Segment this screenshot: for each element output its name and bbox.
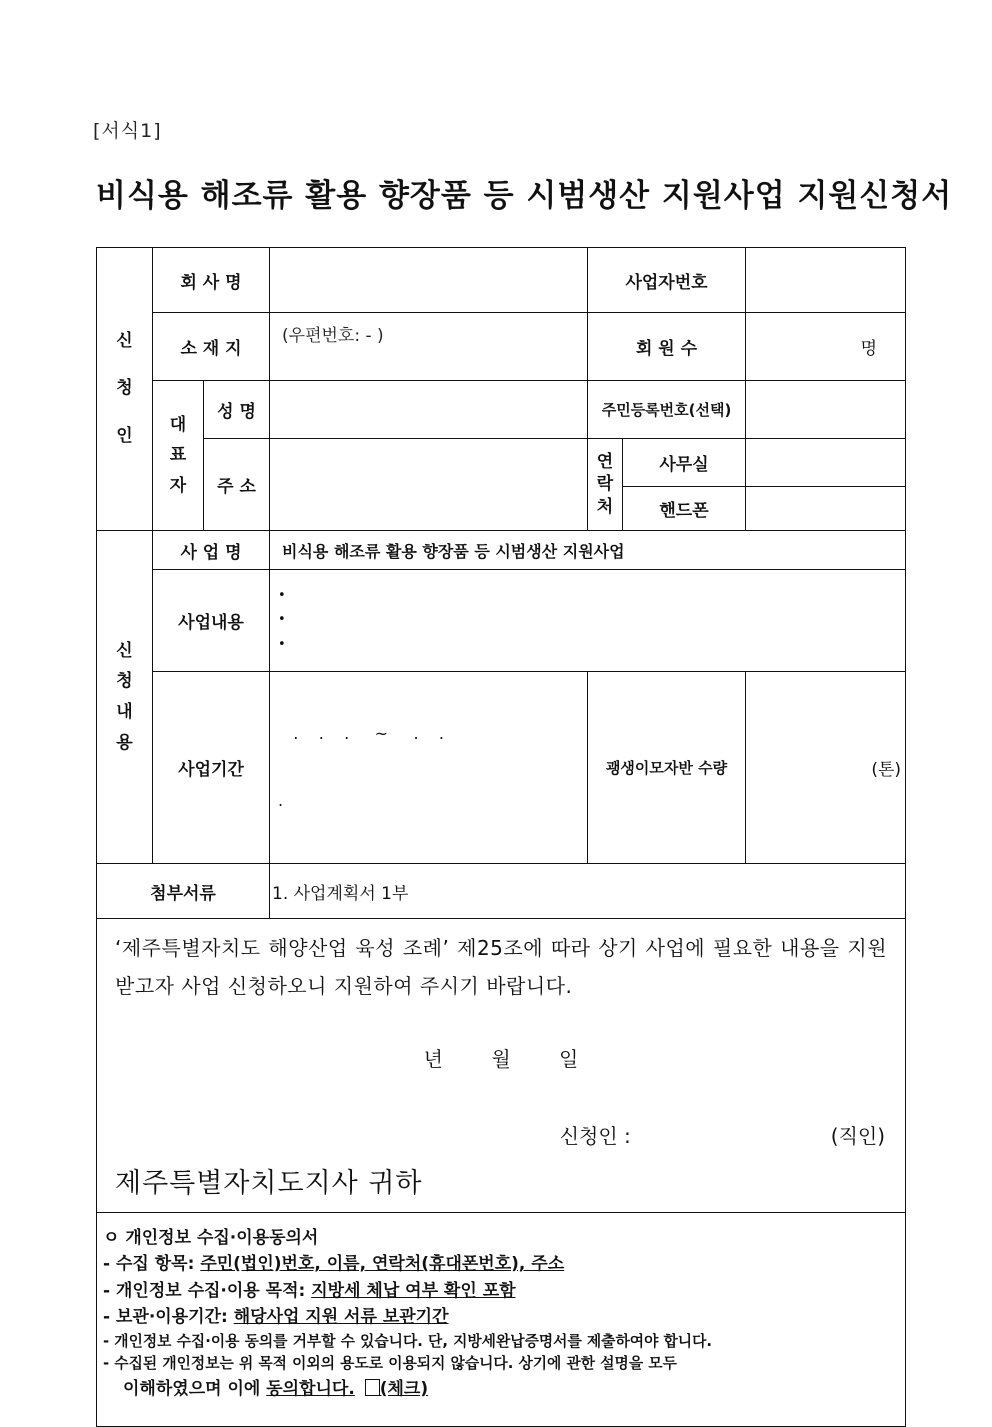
company-name-label: 회 사 명 <box>153 248 270 313</box>
postal-code-hint: (우편번호: - ) <box>282 326 384 346</box>
mobile-phone-label: 핸드폰 <box>623 487 746 531</box>
representative-name-field[interactable] <box>270 381 588 439</box>
representative-label: 대 표 자 <box>153 381 204 531</box>
addressee: 제주특별자치도지사 귀하 <box>115 1168 423 1200</box>
company-name-field[interactable] <box>270 248 588 313</box>
consent-check-label: (체크) <box>379 1379 429 1400</box>
privacy-consent-block <box>97 1213 906 1427</box>
consent-checkbox[interactable] <box>365 1379 380 1396</box>
project-name-label: 사 업 명 <box>153 531 270 570</box>
business-number-field[interactable] <box>746 248 906 313</box>
office-phone-label: 사무실 <box>623 439 746 487</box>
privacy-retention-row: - 보관·이용기간: 해당사업 지원 서류 보관기간 <box>103 1307 449 1328</box>
privacy-refusal-row: - 개인정보 수집·이용 동의를 거부할 수 있습니다. 단, 지방세완납증명서를 제출하여야 합니다. <box>103 1332 713 1350</box>
page-title: 비식용 해조류 활용 향장품 등 시범생산 지원사업 지원신청서 <box>96 178 953 214</box>
declaration-block <box>97 919 906 1213</box>
quantity-unit: (톤) <box>871 760 902 781</box>
privacy-agree-row: 이해하였으며 이에 동의합니다. (체크) <box>123 1379 429 1400</box>
project-period-field[interactable] <box>270 672 588 864</box>
member-count-label: 회 원 수 <box>588 313 746 381</box>
bullet-item: • <box>278 588 286 604</box>
location-label: 소 재 지 <box>153 313 270 381</box>
contact-label: 연 락 처 <box>588 439 623 531</box>
quantity-field[interactable] <box>746 672 906 864</box>
resident-number-field[interactable] <box>746 381 906 439</box>
application-form-table <box>96 247 906 1427</box>
seal-label: (직인) <box>830 1124 886 1149</box>
privacy-heading: ㅇ 개인정보 수집·이용동의서 <box>103 1228 319 1249</box>
member-count-unit: 명 <box>860 339 878 359</box>
period-placeholder: . . . ~ . . <box>278 723 444 743</box>
representative-address-label: 주 소 <box>204 439 270 531</box>
attachments-value: 1. 사업계획서 1부 <box>270 864 906 919</box>
office-phone-field[interactable] <box>746 439 906 487</box>
privacy-items-row: - 수집 항목: 주민(법인)번호, 이름, 연락처(휴대폰번호), 주소 <box>103 1254 565 1275</box>
attachments-label: 첨부서류 <box>97 864 270 919</box>
application-section-label: 신 청 내 용 <box>97 531 153 864</box>
bullet-item: • <box>278 636 286 652</box>
project-content-label: 사업내용 <box>153 570 270 672</box>
resident-number-label: 주민등록번호(선택) <box>588 381 746 439</box>
period-tail: . <box>278 790 284 810</box>
representative-address-field[interactable] <box>270 439 588 531</box>
applicant-sign-label: 신청인 : <box>559 1124 631 1149</box>
form-code: [서식1] <box>93 120 162 142</box>
mobile-phone-field[interactable] <box>746 487 906 531</box>
signature-line <box>115 1120 887 1149</box>
declaration-text: ‘제주특별자치도 해양산업 육성 조례’ 제25조에 따라 상기 사업에 필요한 내용을 지원받고자 사업 신청하오니 지원하여 주시기 바랍니다. <box>115 936 888 999</box>
quantity-label: 괭생이모자반 수량 <box>588 672 746 864</box>
project-name-value: 비식용 해조류 활용 향장품 등 시범생산 지원사업 <box>270 531 906 570</box>
privacy-purpose-row: - 개인정보 수집·이용 목적: 지방세 체납 여부 확인 포함 <box>103 1280 516 1301</box>
representative-name-label: 성 명 <box>204 381 270 439</box>
member-count-field[interactable] <box>746 313 906 381</box>
bullet-item: • <box>278 612 286 628</box>
project-content-field[interactable] <box>270 570 906 672</box>
location-field[interactable] <box>270 313 588 381</box>
applicant-section-label: 신 청 인 <box>97 248 153 531</box>
business-number-label: 사업자번호 <box>588 248 746 313</box>
privacy-notice-row: - 수집된 개인정보는 위 목적 이외의 용도로 이용되지 않습니다. 상기에 관한 설명을 모두 <box>103 1355 677 1373</box>
project-period-label: 사업기간 <box>153 672 270 864</box>
date-line: 년 월 일 <box>423 1047 579 1072</box>
